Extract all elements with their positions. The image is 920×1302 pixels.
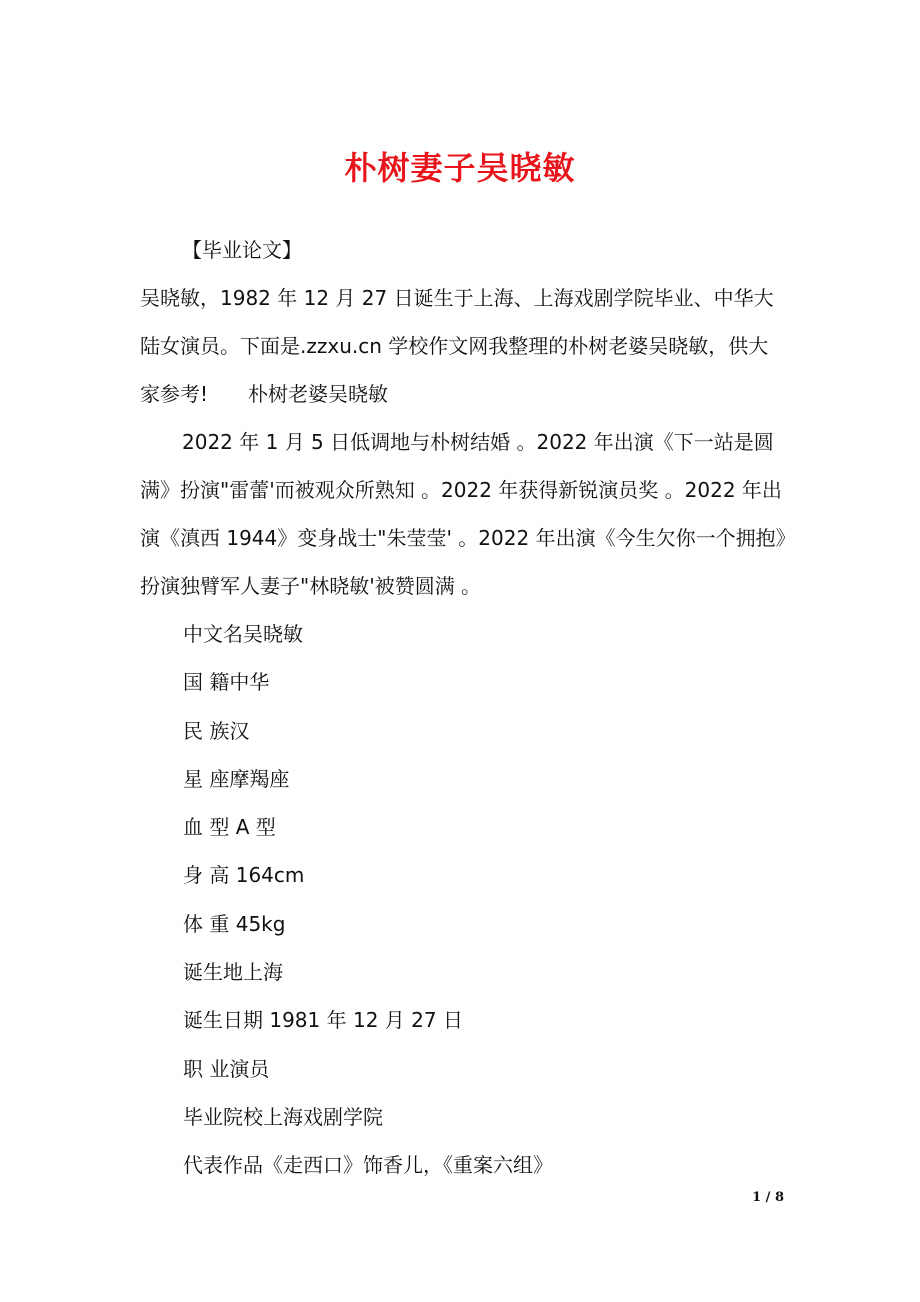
section-label: 【毕业论文】 <box>182 238 302 262</box>
page-number: 1 / 8 <box>752 1190 784 1205</box>
section-label-block <box>140 226 786 274</box>
profile-field-weight: 体 重 45kg <box>183 911 286 936</box>
profile-field-list <box>183 610 553 1190</box>
profile-field-nationality: 国 籍中华 <box>183 670 270 695</box>
profile-field-occupation: 职 业演员 <box>183 1056 270 1081</box>
profile-field-chinese-name: 中文名吴晓敏 <box>183 622 303 646</box>
profile-field-ethnicity: 民 族汉 <box>183 718 250 743</box>
document-title: 朴树妻子吴晓敏 <box>344 149 576 187</box>
career-paragraph: 2022 年 1 月 5 日低调地与朴树结婚 。2022 年出演《下一站是圆满》扮演"雷蕾'而被观众所熟知 。2022 年获得新锐演员奖 。2022 年出演《滇西 1944》变身战士"朱莹莹' 。2022 年出演《今生欠你一个拥抱》扮演独臂军人妻子"林晓敏'被赞圆满 。 <box>140 430 786 598</box>
profile-field-works: 代表作品《走西口》饰香儿，《重案六组》 <box>183 1153 553 1178</box>
profile-field-school: 毕业院校上海戏剧学院 <box>183 1104 383 1129</box>
profile-field-birthplace: 诞生地上海 <box>183 960 283 985</box>
profile-field-birthdate: 诞生日期 1981 年 12 月 27 日 <box>183 1008 463 1033</box>
profile-field-zodiac: 星 座摩羯座 <box>183 766 290 791</box>
intro-block <box>140 274 786 418</box>
intro-paragraph: 吴晓敏，1982 年 12 月 27 日诞生于上海、上海戏剧学院毕业、中华大陆女演员。下面是.zzxu.cn 学校作文网我整理的朴树老婆吴晓敏，供大家参考! 朴树老婆吴晓敏 <box>140 286 774 406</box>
profile-field-height: 身 高 164cm <box>183 863 305 888</box>
profile-field-blood-type: 血 型 A 型 <box>183 815 276 840</box>
career-block <box>140 418 786 610</box>
